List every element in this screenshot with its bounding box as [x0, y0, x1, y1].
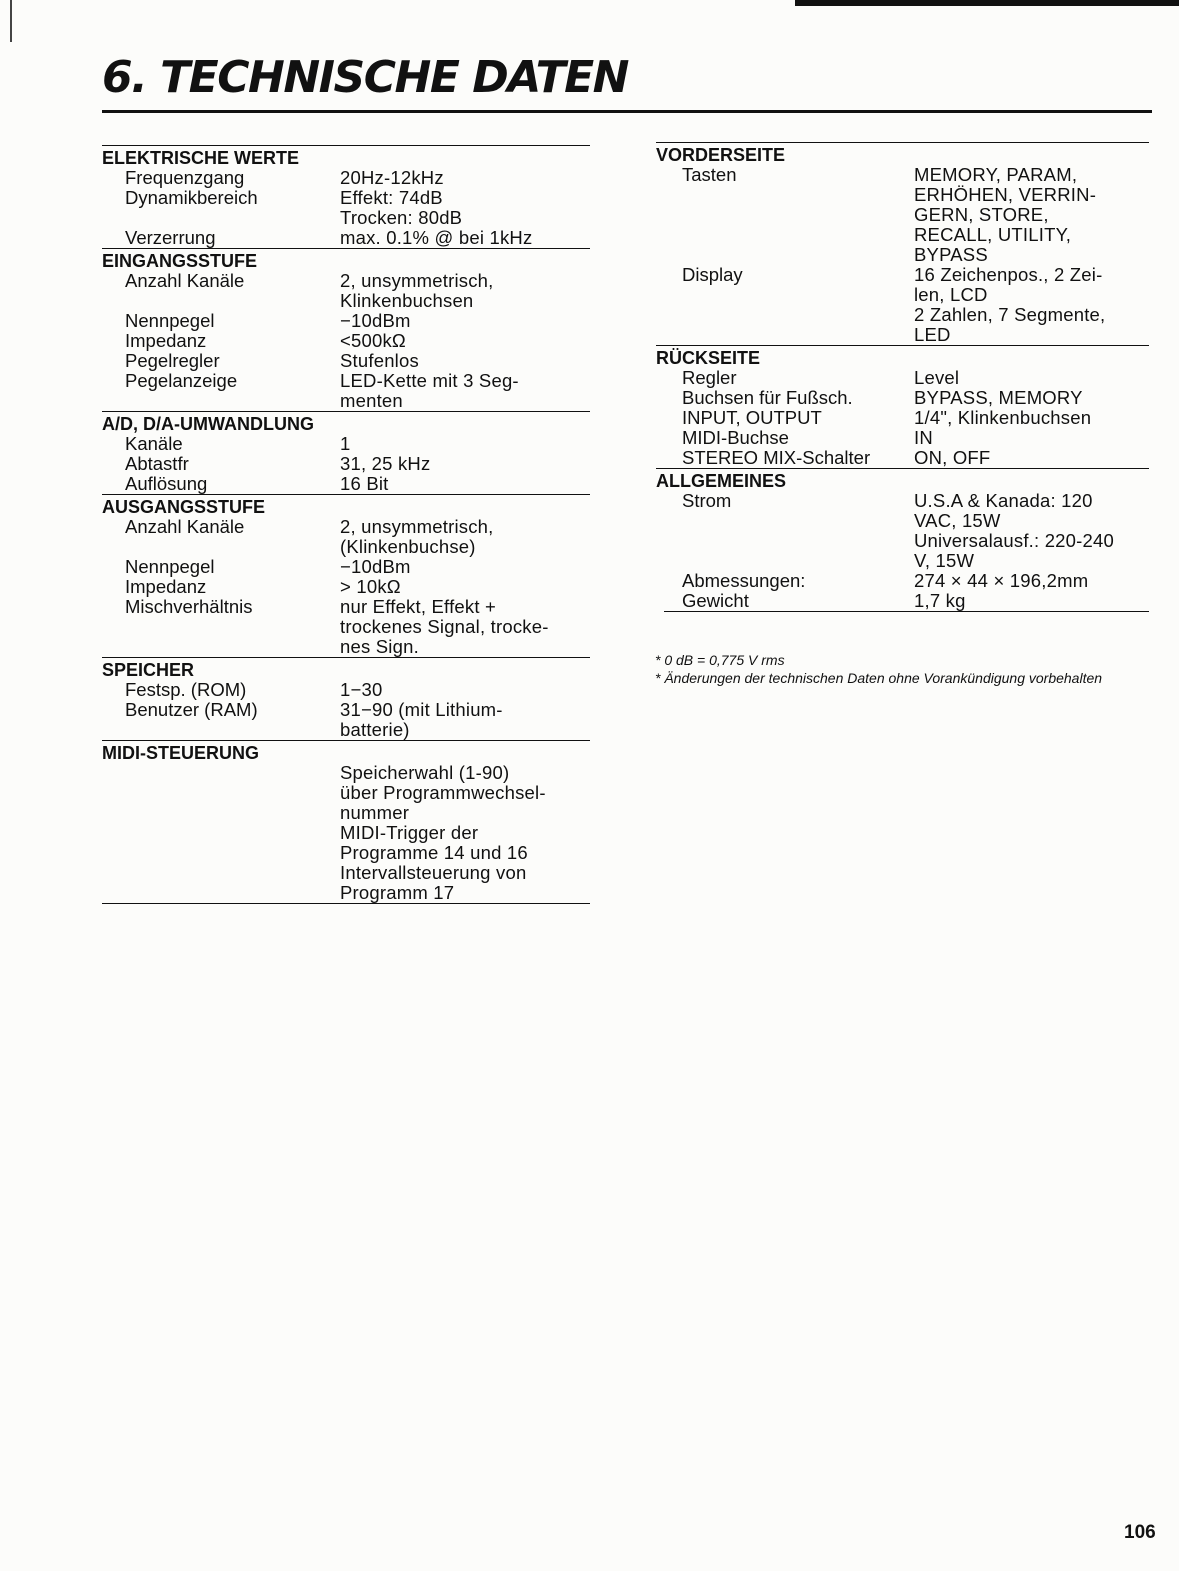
spec-row [652, 571, 1149, 591]
footnote: * Änderungen der technischen Daten ohne Vorankündigung vorbehalten [655, 670, 1103, 686]
spec-label: Festsp. (ROM) [125, 679, 247, 700]
spec-label: Impedanz [125, 330, 207, 351]
spec-value: 2, unsymmetrisch, (Klinkenbuchse) [340, 516, 494, 557]
spec-value: Level [914, 367, 960, 388]
spec-label: Dynamikbereich [125, 187, 258, 208]
spec-label: Anzahl Kanäle [125, 516, 245, 537]
spec-label: Anzahl Kanäle [125, 270, 245, 291]
spec-row [90, 271, 590, 311]
column-end-rule [102, 903, 590, 904]
spec-label: Abmessungen: [682, 570, 806, 591]
spec-row [90, 557, 590, 577]
spec-section [652, 468, 1149, 611]
spec-label: Auflösung [125, 473, 208, 494]
spec-label: Verzerrung [125, 227, 216, 248]
footnotes [655, 651, 1145, 687]
section-heading: SPEICHER [102, 657, 590, 680]
spec-row [90, 763, 590, 903]
spec-label [90, 763, 340, 903]
title-rule [102, 110, 1152, 113]
spec-label: Frequenzgang [125, 167, 245, 188]
spec-label: Mischverhältnis [125, 596, 253, 617]
spec-value: 1/4", Klinkenbuchsen [914, 407, 1092, 428]
spec-value: 31−90 (mit Lithium- batterie) [340, 699, 503, 740]
left-spec-column [90, 145, 590, 904]
section-heading: A/D, D/A-UMWANDLUNG [102, 411, 590, 434]
spec-value: max. 0.1% @ bei 1kHz [340, 227, 533, 248]
spec-row [652, 265, 1149, 345]
spec-row [90, 474, 590, 494]
spec-label: INPUT, OUTPUT [682, 407, 822, 428]
column-end-rule [664, 611, 1149, 612]
section-heading: VORDERSEITE [656, 142, 1149, 165]
spec-value: 1 [340, 433, 351, 454]
spec-row [90, 577, 590, 597]
spec-section [90, 657, 590, 740]
spec-value: Stufenlos [340, 350, 419, 371]
corner-mark [10, 0, 12, 42]
spec-label: Benutzer (RAM) [125, 699, 258, 720]
spec-value: 1,7 kg [914, 590, 966, 611]
spec-value: IN [914, 427, 933, 448]
section-heading: EINGANGSSTUFE [102, 248, 590, 271]
spec-row [90, 228, 590, 248]
spec-section [90, 411, 590, 494]
spec-section [652, 345, 1149, 468]
spec-row [652, 428, 1149, 448]
spec-value: > 10kΩ [340, 576, 401, 597]
section-heading: AUSGANGSSTUFE [102, 494, 590, 517]
spec-section [90, 494, 590, 657]
spec-row [90, 188, 590, 228]
spec-row [90, 351, 590, 371]
spec-value: 31, 25 kHz [340, 453, 431, 474]
spec-section [90, 248, 590, 411]
spec-label: Pegelregler [125, 350, 220, 371]
spec-row [652, 491, 1149, 571]
spec-value: −10dBm [340, 556, 411, 577]
spec-row [90, 311, 590, 331]
spec-row [90, 517, 590, 557]
spec-row [90, 168, 590, 188]
spec-value: −10dBm [340, 310, 411, 331]
spec-label: Kanäle [125, 433, 183, 454]
spec-row [90, 680, 590, 700]
page-number: 106 [1124, 1522, 1156, 1543]
spec-value: Effekt: 74dB Trocken: 80dB [340, 187, 463, 228]
spec-value: nur Effekt, Effekt + trockenes Signal, trocke- nes Sign. [340, 596, 549, 657]
spec-label: Display [682, 264, 743, 285]
spec-row [652, 368, 1149, 388]
spec-row [90, 371, 590, 411]
spec-row [90, 597, 590, 657]
spec-label: Nennpegel [125, 310, 215, 331]
spec-row [652, 408, 1149, 428]
spec-row [90, 331, 590, 351]
spec-value: <500kΩ [340, 330, 406, 351]
spec-value: Speicherwahl (1-90) über Programmwechsel- nummer MIDI-Trigger der Programme 14 und 16 Intervallsteuerung von Programm 17 [340, 762, 546, 903]
spec-label: Tasten [682, 164, 737, 185]
spec-label: STEREO MIX-Schalter [682, 447, 871, 468]
section-heading: ALLGEMEINES [656, 468, 1149, 491]
section-heading: RÜCKSEITE [656, 345, 1149, 368]
spec-value: 20Hz-12kHz [340, 167, 444, 188]
section-heading: MIDI-STEUERUNG [102, 740, 590, 763]
spec-value: ON, OFF [914, 447, 991, 468]
spec-row [90, 700, 590, 740]
spec-label: Buchsen für Fußsch. [682, 387, 853, 408]
spec-label: Strom [682, 490, 732, 511]
spec-label: Gewicht [682, 590, 749, 611]
spec-section [652, 142, 1149, 345]
spec-row [90, 434, 590, 454]
spec-value: 1−30 [340, 679, 383, 700]
top-rule [795, 0, 1179, 6]
spec-value: 16 Bit [340, 473, 389, 494]
spec-row [90, 454, 590, 474]
spec-label: Regler [682, 367, 737, 388]
spec-label: Pegelanzeige [125, 370, 238, 391]
spec-value: 274 × 44 × 196,2mm [914, 570, 1089, 591]
spec-value: MEMORY, PARAM, ERHÖHEN, VERRIN- GERN, STORE, RECALL, UTILITY, BYPASS [914, 164, 1097, 265]
spec-row [652, 448, 1149, 468]
spec-section [90, 740, 590, 903]
footnote: * 0 dB = 0,775 V rms [655, 652, 785, 668]
spec-value: U.S.A & Kanada: 120 VAC, 15W Universalausf.: 220-240 V, 15W [914, 490, 1114, 571]
spec-row [652, 388, 1149, 408]
spec-section [90, 145, 590, 248]
page-title: 6. TECHNISCHE DATEN [102, 52, 628, 103]
spec-label: Nennpegel [125, 556, 215, 577]
spec-value: 16 Zeichenpos., 2 Zei- len, LCD 2 Zahlen, 7 Segmente, LED [914, 264, 1106, 345]
spec-value: LED-Kette mit 3 Seg- menten [340, 370, 519, 411]
section-heading: ELEKTRISCHE WERTE [102, 145, 590, 168]
spec-value: BYPASS, MEMORY [914, 387, 1083, 408]
spec-value: 2, unsymmetrisch, Klinkenbuchsen [340, 270, 494, 311]
spec-label: MIDI-Buchse [682, 427, 789, 448]
spec-label: Abtastfr [125, 453, 189, 474]
spec-row [652, 591, 1149, 611]
spec-row [652, 165, 1149, 265]
right-spec-column [652, 142, 1149, 612]
spec-label: Impedanz [125, 576, 207, 597]
